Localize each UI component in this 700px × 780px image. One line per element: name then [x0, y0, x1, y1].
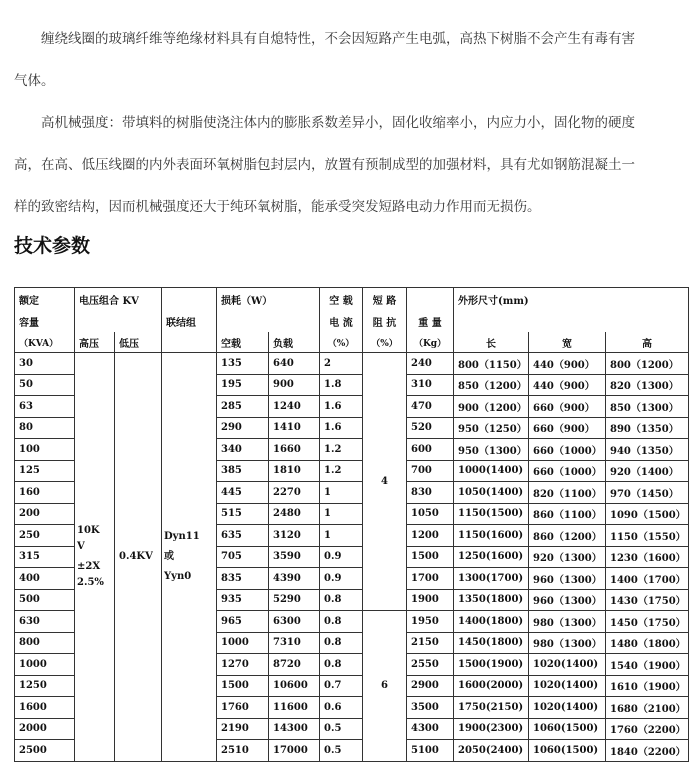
cell-length: 1150(1600) [454, 525, 529, 547]
cell-width: 660（1000） [529, 439, 606, 461]
cell-width: 860（1100） [529, 503, 606, 525]
cell-no-load-current: 0.5 [320, 740, 363, 762]
cell-width: 1020(1400) [529, 675, 606, 697]
cell-height: 920（1400） [606, 460, 689, 482]
cell-no-load-loss: 1760 [217, 697, 269, 719]
cell-length: 850（1200） [454, 374, 529, 396]
cell-width: 980（1300） [529, 611, 606, 633]
cell-no-load-loss: 935 [217, 589, 269, 611]
cell-capacity: 30 [15, 353, 75, 375]
header-sc-impedance: 短 路 [363, 288, 407, 311]
cell-no-load-current: 0.9 [320, 568, 363, 590]
cell-height: 1760（2200） [606, 718, 689, 740]
cell-height: 1090（1500） [606, 503, 689, 525]
cell-weight: 700 [407, 460, 454, 482]
hv-voltage-line: 10K [77, 524, 100, 536]
cell-height: 1680（2100） [606, 697, 689, 719]
cell-height: 1430（1750） [606, 589, 689, 611]
header-load: 负载 [269, 332, 320, 353]
cell-no-load-loss: 635 [217, 525, 269, 547]
cell-width: 660（900） [529, 417, 606, 439]
cell-length: 1000(1400) [454, 460, 529, 482]
header-row-3 [15, 332, 689, 353]
cell-no-load-current: 0.9 [320, 546, 363, 568]
header-connection: 联结组 [162, 310, 217, 332]
intro-paragraph-2 [14, 102, 686, 228]
cell-length: 1150(1500) [454, 503, 529, 525]
intro-p2-line3: 样的致密结构，因而机械强度还大于纯环氧树脂，能承受突发短路电动力作用而无损伤。 [14, 199, 541, 215]
cell-load-loss: 11600 [269, 697, 320, 719]
cell-length: 1750(2150) [454, 697, 529, 719]
cell-length: 1450(1800) [454, 632, 529, 654]
cell-no-load-loss: 2190 [217, 718, 269, 740]
spec-table [14, 287, 689, 762]
cell-height: 940（1350） [606, 439, 689, 461]
cell-length: 950（1300） [454, 439, 529, 461]
header-weight-unit: （Kg） [407, 332, 454, 353]
cell-length: 900（1200） [454, 396, 529, 418]
header-no-load-current-unit: （%） [320, 332, 363, 353]
cell-capacity: 250 [15, 525, 75, 547]
cell-capacity: 80 [15, 417, 75, 439]
cell-no-load-current: 1 [320, 525, 363, 547]
header-sc-impedance-unit: （%） [363, 332, 407, 353]
cell-length: 1350(1800) [454, 589, 529, 611]
header-row-1 [15, 288, 689, 311]
header-weight-label: 重 量 [418, 317, 442, 329]
cell-capacity: 200 [15, 503, 75, 525]
cell-load-loss: 900 [269, 374, 320, 396]
intro-paragraph-1 [14, 18, 686, 102]
cell-length: 1050(1400) [454, 482, 529, 504]
cell-no-load-current: 0.7 [320, 675, 363, 697]
cell-height: 1150（1550） [606, 525, 689, 547]
cell-capacity: 400 [15, 568, 75, 590]
cell-no-load-loss: 290 [217, 417, 269, 439]
cell-length: 1500(1900) [454, 654, 529, 676]
cell-width: 920（1300） [529, 546, 606, 568]
cell-no-load-current: 0.6 [320, 697, 363, 719]
header-row-2 [15, 310, 689, 332]
header-rated-capacity-unit: （KVA） [15, 332, 75, 353]
cell-load-loss: 640 [269, 353, 320, 375]
cell-weight: 600 [407, 439, 454, 461]
cell-capacity: 125 [15, 460, 75, 482]
cell-no-load-loss: 385 [217, 460, 269, 482]
cell-weight: 1700 [407, 568, 454, 590]
cell-width: 960（1300） [529, 589, 606, 611]
cell-weight: 470 [407, 396, 454, 418]
cell-capacity: 160 [15, 482, 75, 504]
header-rated-capacity: 额定 [15, 288, 75, 311]
cell-weight: 310 [407, 374, 454, 396]
header-voltage-combo: 电压组合 KV [75, 288, 162, 311]
cell-no-load-current: 1 [320, 482, 363, 504]
header-length: 长 [454, 332, 529, 353]
cell-height: 1610（1900） [606, 675, 689, 697]
hv-voltage-line: V [77, 540, 85, 552]
header-no-load: 空载 [217, 332, 269, 353]
header-weight [407, 310, 454, 332]
cell-no-load-current: 0.8 [320, 654, 363, 676]
cell-no-load-current: 0.8 [320, 611, 363, 633]
cell-load-loss: 1240 [269, 396, 320, 418]
cell-load-loss: 7310 [269, 632, 320, 654]
cell-load-loss: 1410 [269, 417, 320, 439]
cell-height: 850（1300） [606, 396, 689, 418]
cell-capacity: 2000 [15, 718, 75, 740]
cell-load-loss: 2270 [269, 482, 320, 504]
cell-capacity: 1000 [15, 654, 75, 676]
header-loss: 损耗（W） [217, 288, 320, 311]
cell-no-load-loss: 705 [217, 546, 269, 568]
cell-load-loss: 8720 [269, 654, 320, 676]
cell-lv-voltage: 0.4KV [115, 353, 162, 762]
cell-height: 970（1450） [606, 482, 689, 504]
cell-length: 800（1150） [454, 353, 529, 375]
cell-load-loss: 1660 [269, 439, 320, 461]
cell-width: 1060(1500) [529, 718, 606, 740]
cell-width: 660（900） [529, 396, 606, 418]
connection-group-line: 或 [164, 550, 174, 562]
cell-weight: 4300 [407, 718, 454, 740]
cell-width: 440（900） [529, 374, 606, 396]
cell-weight: 1200 [407, 525, 454, 547]
cell-no-load-loss: 835 [217, 568, 269, 590]
cell-load-loss: 2480 [269, 503, 320, 525]
intro-p1-line2: 气体。 [14, 73, 55, 89]
cell-no-load-current: 1 [320, 503, 363, 525]
header-no-load-current-l2: 电 流 [320, 310, 363, 332]
cell-capacity: 63 [15, 396, 75, 418]
cell-load-loss: 4390 [269, 568, 320, 590]
cell-sc-impedance-large: 6 [363, 611, 407, 762]
cell-load-loss: 3120 [269, 525, 320, 547]
cell-no-load-current: 0.5 [320, 718, 363, 740]
cell-capacity: 500 [15, 589, 75, 611]
intro-p1-line1: 缠绕线圈的玻璃纤维等绝缘材料具有自熄特性，不会因短路产生电弧，高热下树脂不会产生有毒有害 [41, 31, 635, 47]
cell-sc-impedance-small: 4 [363, 353, 407, 611]
header-hv: 高压 [75, 332, 115, 353]
section-title: 技术参数 [14, 235, 91, 257]
header-no-load-current: 空 载 [320, 288, 363, 311]
cell-width: 960（1300） [529, 568, 606, 590]
table-row [15, 353, 689, 375]
cell-no-load-loss: 135 [217, 353, 269, 375]
cell-no-load-loss: 515 [217, 503, 269, 525]
cell-weight: 240 [407, 353, 454, 375]
cell-width: 660（1000） [529, 460, 606, 482]
cell-capacity: 800 [15, 632, 75, 654]
cell-height: 1840（2200） [606, 740, 689, 762]
cell-weight: 2900 [407, 675, 454, 697]
header-dimensions: 外形尺寸(mm) [454, 288, 689, 311]
cell-weight: 830 [407, 482, 454, 504]
cell-weight: 1050 [407, 503, 454, 525]
cell-height: 1400（1700） [606, 568, 689, 590]
cell-weight: 1950 [407, 611, 454, 633]
cell-weight: 1500 [407, 546, 454, 568]
cell-height: 890（1350） [606, 417, 689, 439]
connection-group-line: Dyn11 [164, 530, 200, 542]
cell-length: 1250(1600) [454, 546, 529, 568]
cell-length: 950（1250） [454, 417, 529, 439]
cell-capacity: 630 [15, 611, 75, 633]
cell-capacity: 315 [15, 546, 75, 568]
cell-weight: 3500 [407, 697, 454, 719]
cell-width: 1060(1500) [529, 740, 606, 762]
cell-no-load-current: 2 [320, 353, 363, 375]
cell-no-load-current: 1.8 [320, 374, 363, 396]
cell-no-load-loss: 285 [217, 396, 269, 418]
intro-p2-line2: 高，在高、低压线圈的内外表面环氧树脂包封层内，放置有预制成型的加强材料，具有尤如钢筋混凝土一 [14, 157, 635, 173]
cell-no-load-loss: 195 [217, 374, 269, 396]
cell-capacity: 2500 [15, 740, 75, 762]
cell-no-load-loss: 1000 [217, 632, 269, 654]
header-width: 宽 [529, 332, 606, 353]
cell-no-load-loss: 2510 [217, 740, 269, 762]
cell-length: 1900(2300) [454, 718, 529, 740]
cell-width: 980（1300） [529, 632, 606, 654]
cell-length: 1600(2000) [454, 675, 529, 697]
cell-length: 1400(1800) [454, 611, 529, 633]
cell-no-load-loss: 1500 [217, 675, 269, 697]
spec-table-body [15, 353, 689, 762]
intro-p2-line1: 高机械强度：带填料的树脂使浇注体内的膨胀系数差异小，固化收缩率小，内应力小，固化物的硬度 [41, 115, 635, 131]
header-height: 高 [606, 332, 689, 353]
cell-load-loss: 3590 [269, 546, 320, 568]
cell-height: 800（1200） [606, 353, 689, 375]
cell-capacity: 1250 [15, 675, 75, 697]
cell-no-load-loss: 340 [217, 439, 269, 461]
cell-no-load-current: 1.6 [320, 417, 363, 439]
cell-no-load-loss: 1270 [217, 654, 269, 676]
hv-voltage-line: 2.5% [77, 576, 104, 588]
cell-width: 860（1200） [529, 525, 606, 547]
header-lv: 低压 [115, 332, 162, 353]
cell-height: 1540（1900） [606, 654, 689, 676]
cell-width: 1020(1400) [529, 697, 606, 719]
cell-no-load-loss: 445 [217, 482, 269, 504]
cell-capacity: 50 [15, 374, 75, 396]
cell-height: 1230（1600） [606, 546, 689, 568]
cell-weight: 2550 [407, 654, 454, 676]
cell-no-load-current: 1.2 [320, 460, 363, 482]
cell-height: 1480（1800） [606, 632, 689, 654]
cell-height: 1450（1750） [606, 611, 689, 633]
cell-connection-group [162, 353, 217, 762]
cell-no-load-current: 0.8 [320, 589, 363, 611]
header-rated-capacity-l2: 容量 [15, 310, 75, 332]
cell-weight: 1900 [407, 589, 454, 611]
cell-load-loss: 14300 [269, 718, 320, 740]
cell-hv-voltage [75, 353, 115, 762]
cell-load-loss: 1810 [269, 460, 320, 482]
cell-length: 1300(1700) [454, 568, 529, 590]
cell-load-loss: 17000 [269, 740, 320, 762]
cell-width: 1020(1400) [529, 654, 606, 676]
header-sc-impedance-l2: 阻 抗 [363, 310, 407, 332]
cell-capacity: 100 [15, 439, 75, 461]
cell-no-load-current: 0.8 [320, 632, 363, 654]
cell-load-loss: 10600 [269, 675, 320, 697]
cell-load-loss: 6300 [269, 611, 320, 633]
cell-load-loss: 5290 [269, 589, 320, 611]
cell-capacity: 1600 [15, 697, 75, 719]
cell-no-load-loss: 965 [217, 611, 269, 633]
cell-no-load-current: 1.2 [320, 439, 363, 461]
cell-weight: 5100 [407, 740, 454, 762]
cell-weight: 520 [407, 417, 454, 439]
cell-weight: 2150 [407, 632, 454, 654]
cell-length: 2050(2400) [454, 740, 529, 762]
hv-voltage-line: ±2X [77, 560, 101, 572]
cell-width: 440（900） [529, 353, 606, 375]
connection-group-line: Yyn0 [164, 570, 192, 582]
cell-no-load-current: 1.6 [320, 396, 363, 418]
cell-width: 820（1100） [529, 482, 606, 504]
cell-height: 820（1300） [606, 374, 689, 396]
